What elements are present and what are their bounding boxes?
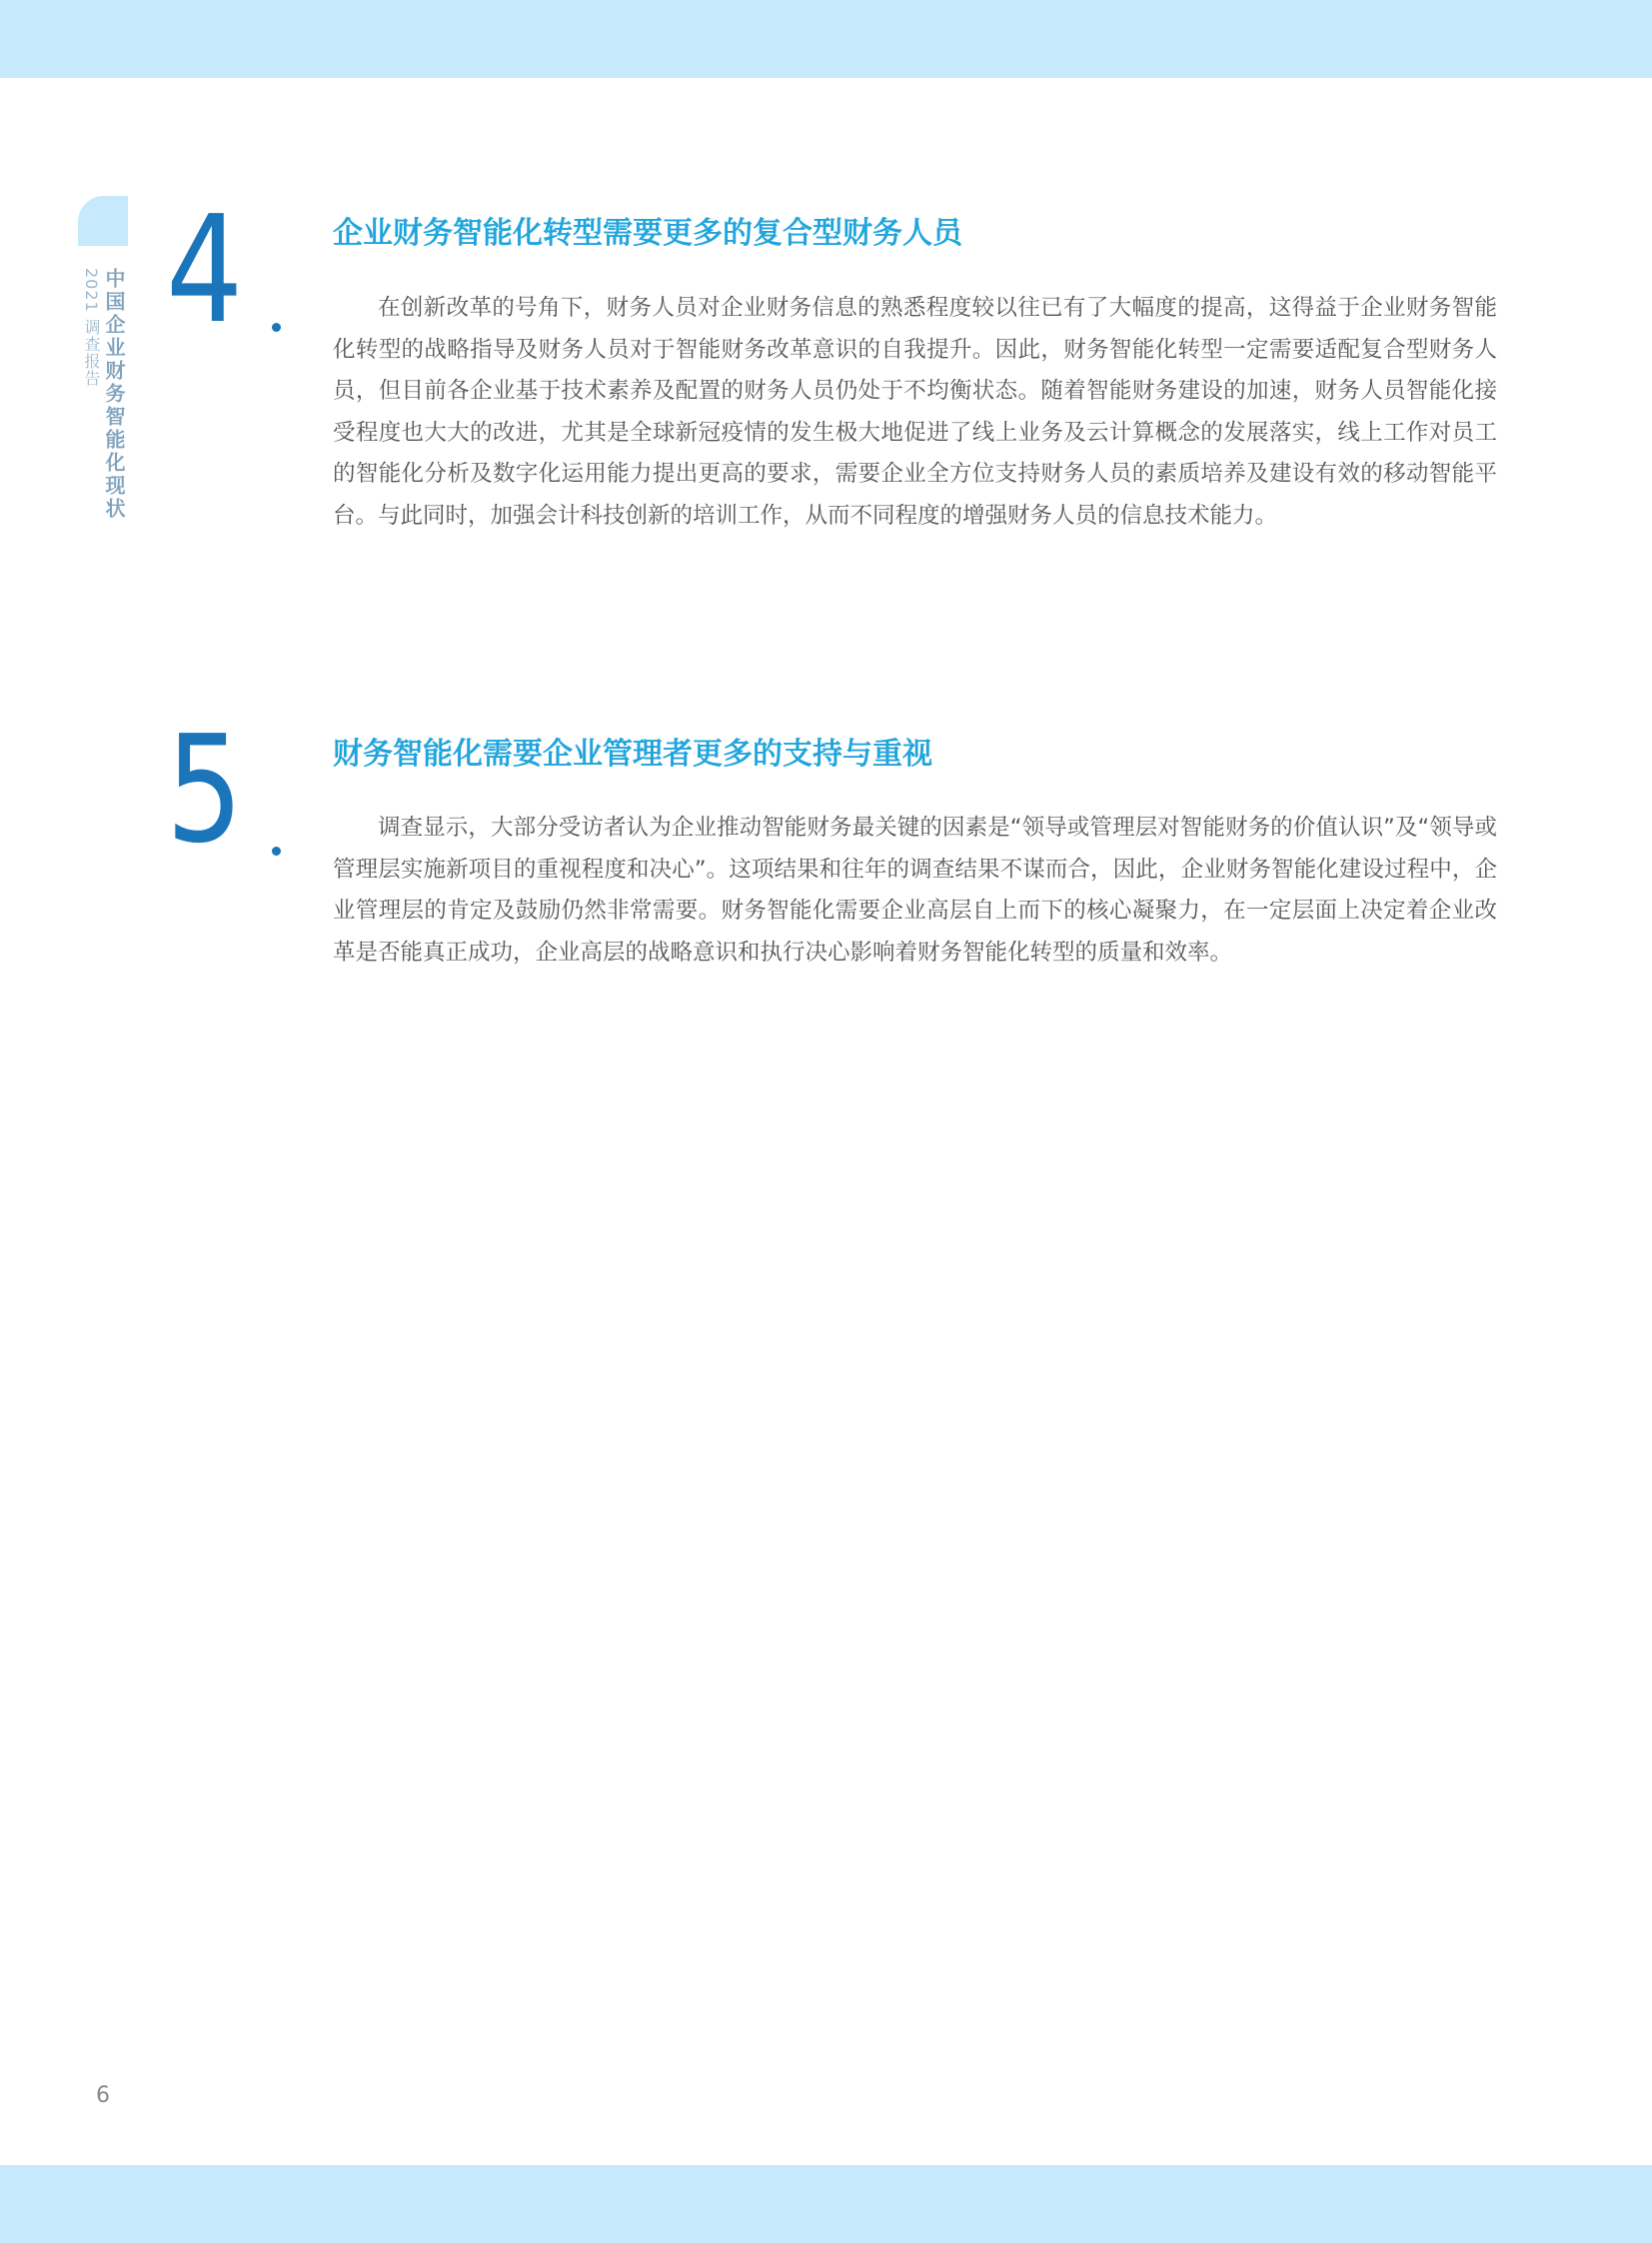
side-tab-decoration: [78, 196, 128, 246]
section-title: 财务智能化需要企业管理者更多的支持与重视: [333, 737, 932, 772]
section-number: [166, 704, 260, 876]
section-number: [166, 184, 260, 356]
page-number: 6: [96, 2083, 110, 2108]
bottom-footer-band: [0, 2165, 1652, 2243]
section-title: 企业财务智能化转型需要更多的复合型财务人员: [333, 216, 962, 251]
side-report-title: 中国企业财务智能化现状: [102, 268, 126, 521]
section-number-dot: [272, 847, 281, 856]
section-number-digit: 5: [166, 704, 244, 876]
section-body: 在创新改革的号角下，财务人员对企业财务信息的熟悉程度较以往已有了大幅度的提高，这得益于企业财务智能化转型的战略指导及财务人员对于智能财务改革意识的自我提升。因此，财务智能化转型一定需要适配复合型财务人员，但目前各企业基于技术素养及配置的财务人员仍处于不均衡状态。随着智能财务建设的加速，财务人员智能化接受程度也大大的改进，尤其是全球新冠疫情的发生极大地促进了线上业务及云计算概念的发展落实，线上工作对员工的智能化分析及数字化运用能力提出更高的要求，需要企业全方位支持财务人员的素质培养及建设有效的移动智能平台。与此同时，加强会计科技创新的培训工作，从而不同程度的增强财务人员的信息技术能力。: [333, 295, 1497, 529]
section-number-digit: 4: [166, 184, 244, 356]
section-body: 调查显示，大部分受访者认为企业推动智能财务最关键的因素是“领导或管理层对智能财务的价值认识”及“领导或管理层实施新项目的重视程度和决心”。这项结果和往年的调查结果不谋而合，因此，企业财务智能化建设过程中，企业管理层的肯定及鼓励仍然非常需要。财务智能化需要企业高层自上而下的核心凝聚力，在一定层面上决定着企业改革是否能真正成功，企业高层的战略意识和执行决心影响着财务智能化转型的质量和效率。: [333, 815, 1497, 966]
side-report-subtitle: 2021 调查报告: [82, 268, 101, 387]
top-header-band: [0, 0, 1652, 78]
section-number-dot: [272, 323, 281, 332]
